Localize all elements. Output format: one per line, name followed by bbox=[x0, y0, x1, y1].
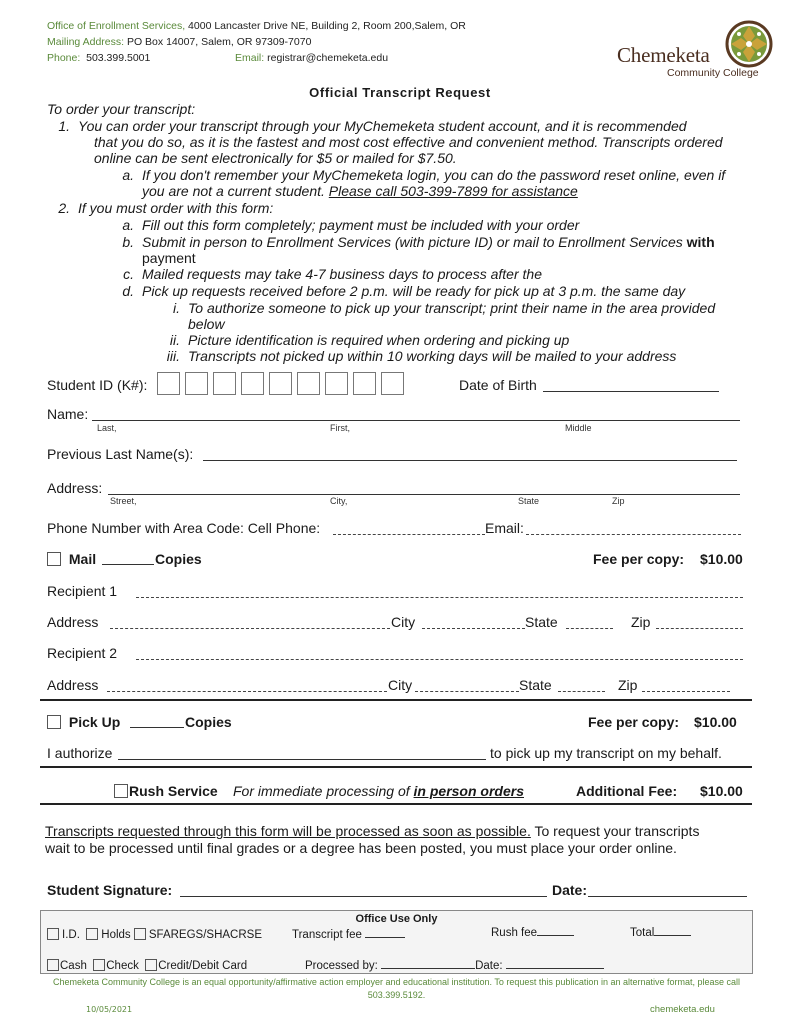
rush-fee bbox=[491, 926, 574, 939]
name-field[interactable] bbox=[92, 409, 740, 421]
previous-name-label: Previous Last Name(s): bbox=[47, 446, 194, 462]
cash-checkbox[interactable] bbox=[47, 959, 59, 971]
revision-date: 10/05/2021 bbox=[86, 1005, 133, 1014]
instruction-bold: with bbox=[686, 234, 715, 250]
logo-subtitle: Community College bbox=[667, 67, 759, 79]
phone-line bbox=[47, 50, 150, 66]
instruction-text: you are not a current student. bbox=[142, 183, 329, 199]
name-sub-first: First, bbox=[330, 423, 350, 433]
card-checkbox[interactable] bbox=[145, 959, 157, 971]
instruction-text: Submit in person to Enrollment Services (with picture ID) or mail to Enrollment Services bbox=[142, 234, 687, 250]
mail-section-divider bbox=[40, 699, 752, 701]
student-id-digit-2[interactable] bbox=[185, 372, 208, 395]
signature-label: Student Signature: bbox=[47, 882, 173, 898]
office-checks-row2 bbox=[47, 959, 247, 972]
rush-checkbox[interactable] bbox=[114, 784, 128, 798]
page-title: Official Transcript Request bbox=[309, 85, 491, 100]
eeo-text: Chemeketa Community College is an equal opportunity/affirmative action employer and educational institution. To request this publication in an alternative format, please call bbox=[52, 977, 741, 987]
rush-description bbox=[233, 783, 524, 799]
dob-field[interactable] bbox=[543, 380, 719, 392]
pickup-label: Pick Up bbox=[68, 714, 121, 730]
id-label: I.D. bbox=[62, 929, 80, 941]
address-sub-zip: Zip bbox=[612, 496, 625, 506]
recipient-1-address-field[interactable] bbox=[110, 617, 390, 629]
instruction-2 bbox=[48, 200, 273, 216]
office-address bbox=[47, 18, 466, 34]
email-field[interactable] bbox=[526, 523, 741, 535]
logo-emblem-icon bbox=[725, 20, 773, 68]
rush-fee-label: Additional Fee: bbox=[576, 783, 678, 799]
item-letter: a. bbox=[122, 167, 134, 183]
item-roman: ii. bbox=[169, 332, 180, 348]
pickup-section-divider bbox=[40, 766, 752, 768]
instruction-1-line3: online can be sent electronically for $5 or mailed for $7.50. bbox=[94, 150, 457, 166]
instruction-text: If you must order with this form: bbox=[78, 200, 274, 216]
item-letter: c. bbox=[123, 266, 134, 282]
instruction-1a-line2 bbox=[142, 183, 578, 199]
instructions-intro: To order your transcript: bbox=[47, 101, 196, 117]
instruction-1-line2: that you do so, as it is the fastest and most cost effective and convenient method. Transcripts ordered bbox=[94, 134, 723, 150]
instruction-1a bbox=[112, 167, 725, 183]
mail-fee-value: $10.00 bbox=[700, 551, 743, 567]
recipient-1-zip-label: Zip bbox=[631, 614, 651, 630]
dob-label: Date of Birth bbox=[459, 377, 537, 393]
student-id-digit-5[interactable] bbox=[269, 372, 292, 395]
authorize-suffix: to pick up my transcript on my behalf. bbox=[490, 745, 722, 761]
rush-desc-emphasis: in person orders bbox=[413, 783, 524, 799]
mail-option bbox=[47, 551, 96, 567]
chemeketa-logo bbox=[615, 20, 775, 82]
recipient-1-city-field[interactable] bbox=[422, 617, 525, 629]
office-use-box bbox=[40, 910, 753, 974]
recipient-2-city-field[interactable] bbox=[415, 680, 519, 692]
instruction-text: Picture identification is required when ordering and picking up bbox=[188, 332, 570, 348]
eeo-phone: 503.399.5192. bbox=[367, 990, 426, 1000]
recipient-1-address-label: Address bbox=[47, 614, 99, 630]
rush-fee-value: $10.00 bbox=[700, 783, 743, 799]
student-id-digit-8[interactable] bbox=[353, 372, 376, 395]
office-use-title: Office Use Only bbox=[355, 913, 438, 925]
email-label: Email: bbox=[485, 520, 524, 536]
recipient-1-label: Recipient 1 bbox=[47, 583, 118, 599]
name-sub-middle: Middle bbox=[565, 423, 592, 433]
item-letter: a. bbox=[122, 217, 134, 233]
processed-by-field[interactable] bbox=[381, 959, 475, 969]
instruction-text: Mailed requests may take 4-7 business days to process after the bbox=[142, 266, 542, 282]
student-id-digit-1[interactable] bbox=[157, 372, 180, 395]
rush-fee-office-label: Rush fee bbox=[491, 927, 538, 939]
mailing-label: Mailing Address: bbox=[47, 36, 125, 48]
instruction-2c bbox=[112, 266, 542, 282]
item-letter: d. bbox=[122, 283, 134, 299]
logo-name: Chemeketa bbox=[617, 43, 710, 67]
total bbox=[630, 926, 691, 939]
holds-checkbox[interactable] bbox=[86, 928, 98, 940]
mail-checkbox[interactable] bbox=[47, 552, 61, 566]
total-label: Total bbox=[630, 927, 655, 939]
phone-value: 503.399.5001 bbox=[86, 52, 151, 64]
name-label: Name: bbox=[47, 406, 89, 422]
recipient-1-zip-field[interactable] bbox=[656, 617, 743, 629]
student-id-digit-6[interactable] bbox=[297, 372, 320, 395]
signature-date-field[interactable] bbox=[588, 885, 747, 897]
signature-field[interactable] bbox=[180, 885, 547, 897]
instruction-2b bbox=[112, 234, 715, 250]
mailing-value: PO Box 14007, Salem, OR 97309-7070 bbox=[126, 36, 312, 48]
instruction-2d-i bbox=[158, 300, 715, 316]
recipient-1-city-label: City bbox=[391, 614, 416, 630]
instruction-2d bbox=[112, 283, 685, 299]
recipient-2-zip-label: Zip bbox=[618, 677, 638, 693]
office-checks-row1 bbox=[47, 928, 262, 941]
recipient-1-state-label: State bbox=[525, 614, 558, 630]
rush-option bbox=[114, 783, 218, 799]
office-value: 4000 Lancaster Drive NE, Building 2, Room 200,Salem, OR bbox=[188, 20, 466, 32]
processing-notice bbox=[45, 823, 699, 839]
email-label: Email: bbox=[235, 52, 265, 64]
office-date-field[interactable] bbox=[506, 959, 604, 969]
item-roman: iii. bbox=[166, 348, 180, 364]
address-sub-city: City, bbox=[330, 496, 348, 506]
recipient-2-city-label: City bbox=[388, 677, 413, 693]
card-label: Credit/Debit Card bbox=[158, 960, 248, 972]
transcript-fee bbox=[292, 928, 405, 941]
sfaregs-label: SFAREGS/SHACRSE bbox=[148, 929, 263, 941]
pickup-fee-label: Fee per copy: bbox=[588, 714, 680, 730]
signature-date-label: Date: bbox=[552, 882, 588, 898]
email-line bbox=[235, 50, 388, 66]
recipient-2-address-label: Address bbox=[47, 677, 99, 693]
pickup-fee-value: $10.00 bbox=[694, 714, 737, 730]
rush-fee-field[interactable] bbox=[537, 926, 574, 936]
student-id-label: Student ID (K#): bbox=[47, 377, 148, 393]
instruction-text: You can order your transcript through your MyChemeketa student account, and it is recommended bbox=[78, 118, 687, 134]
instruction-text: Pick up requests received before 2 p.m. will be ready for pick up at 3 p.m. the same day bbox=[142, 283, 686, 299]
item-number: 1. bbox=[58, 118, 70, 134]
instruction-text: Transcripts not picked up within 10 working days will be mailed to your address bbox=[188, 348, 677, 364]
name-sub-last: Last, bbox=[97, 423, 117, 433]
authorize-name-field[interactable] bbox=[118, 748, 486, 760]
recipient-1-state-field[interactable] bbox=[566, 617, 613, 629]
instruction-text: If you don't remember your MyChemeketa login, you can do the password reset online, even if bbox=[142, 167, 726, 183]
student-id-digit-4[interactable] bbox=[241, 372, 264, 395]
recipient-1-field[interactable] bbox=[136, 586, 743, 598]
mailing-address bbox=[47, 34, 311, 50]
instruction-text: Fill out this form completely; payment must be included with your order bbox=[142, 217, 580, 233]
recipient-2-zip-field[interactable] bbox=[642, 680, 730, 692]
mail-label: Mail bbox=[68, 551, 97, 567]
pickup-copies-label: Copies bbox=[185, 714, 232, 730]
cell-phone-field[interactable] bbox=[333, 523, 485, 535]
notice-text: To request your transcripts bbox=[530, 823, 700, 839]
rush-desc-text: For immediate processing of bbox=[233, 783, 414, 799]
item-letter: b. bbox=[122, 234, 134, 250]
instruction-2d-ii bbox=[158, 332, 569, 348]
item-roman: i. bbox=[173, 300, 180, 316]
instruction-2d-iii bbox=[158, 348, 676, 364]
recipient-2-state-label: State bbox=[519, 677, 552, 693]
phone-label: Phone Number with Area Code: Cell Phone: bbox=[47, 520, 321, 536]
check-checkbox[interactable] bbox=[93, 959, 105, 971]
cash-label: Cash bbox=[60, 960, 87, 972]
instruction-1 bbox=[48, 118, 687, 134]
transcript-fee-label: Transcript fee bbox=[292, 929, 362, 941]
recipient-2-label: Recipient 2 bbox=[47, 645, 118, 661]
id-checkbox[interactable] bbox=[47, 928, 59, 940]
address-label: Address: bbox=[47, 480, 103, 496]
holds-label: Holds bbox=[101, 929, 131, 941]
student-id-digit-3[interactable] bbox=[213, 372, 236, 395]
student-id-boxes bbox=[157, 372, 409, 395]
notice-underlined: Transcripts requested through this form will be processed as soon as possible. bbox=[45, 823, 531, 839]
address-field[interactable] bbox=[108, 483, 740, 495]
mail-fee-label: Fee per copy: bbox=[593, 551, 685, 567]
student-id-digit-7[interactable] bbox=[325, 372, 348, 395]
processed-by-label: Processed by: bbox=[305, 960, 378, 972]
item-number: 2. bbox=[58, 200, 70, 216]
instruction-text: To authorize someone to pick up your transcript; print their name in the area provided bbox=[188, 300, 716, 316]
pickup-option bbox=[47, 714, 120, 730]
rush-label: Rush Service bbox=[129, 783, 218, 799]
instruction-2b-cont: payment bbox=[142, 250, 196, 266]
assistance-phone-text: Please call 503-399-7899 for assistance bbox=[328, 183, 578, 199]
pickup-checkbox[interactable] bbox=[47, 715, 61, 729]
rush-section-divider bbox=[40, 803, 752, 805]
total-field[interactable] bbox=[654, 926, 691, 936]
address-sub-state: State bbox=[518, 496, 540, 506]
processing-notice-line2: wait to be processed until final grades or a degree has been posted, you must place your order online. bbox=[45, 840, 677, 856]
instruction-2d-i-cont: below bbox=[188, 316, 225, 332]
sfaregs-checkbox[interactable] bbox=[134, 928, 146, 940]
pickup-copies-field[interactable] bbox=[130, 716, 184, 728]
student-id-digit-9[interactable] bbox=[381, 372, 404, 395]
authorize-label: I authorize bbox=[47, 745, 113, 761]
phone-label: Phone: bbox=[47, 52, 81, 64]
recipient-2-address-field[interactable] bbox=[107, 680, 387, 692]
eeo-statement bbox=[40, 976, 753, 1002]
mail-copies-label: Copies bbox=[155, 551, 202, 567]
previous-name-field[interactable] bbox=[203, 449, 737, 461]
address-sub-street: Street, bbox=[110, 496, 137, 506]
instruction-2a bbox=[112, 217, 579, 233]
office-label: Office of Enrollment Services, bbox=[47, 20, 186, 32]
website-link[interactable]: chemeketa.edu bbox=[650, 1004, 715, 1015]
recipient-2-state-field[interactable] bbox=[558, 680, 605, 692]
recipient-2-field[interactable] bbox=[136, 648, 743, 660]
transcript-fee-field[interactable] bbox=[365, 928, 405, 938]
mail-copies-field[interactable] bbox=[102, 553, 154, 565]
check-label: Check bbox=[106, 960, 139, 972]
email-link[interactable]: registrar@chemeketa.edu bbox=[267, 52, 389, 64]
office-date-label: Date: bbox=[475, 960, 503, 972]
processed-by bbox=[305, 959, 604, 972]
